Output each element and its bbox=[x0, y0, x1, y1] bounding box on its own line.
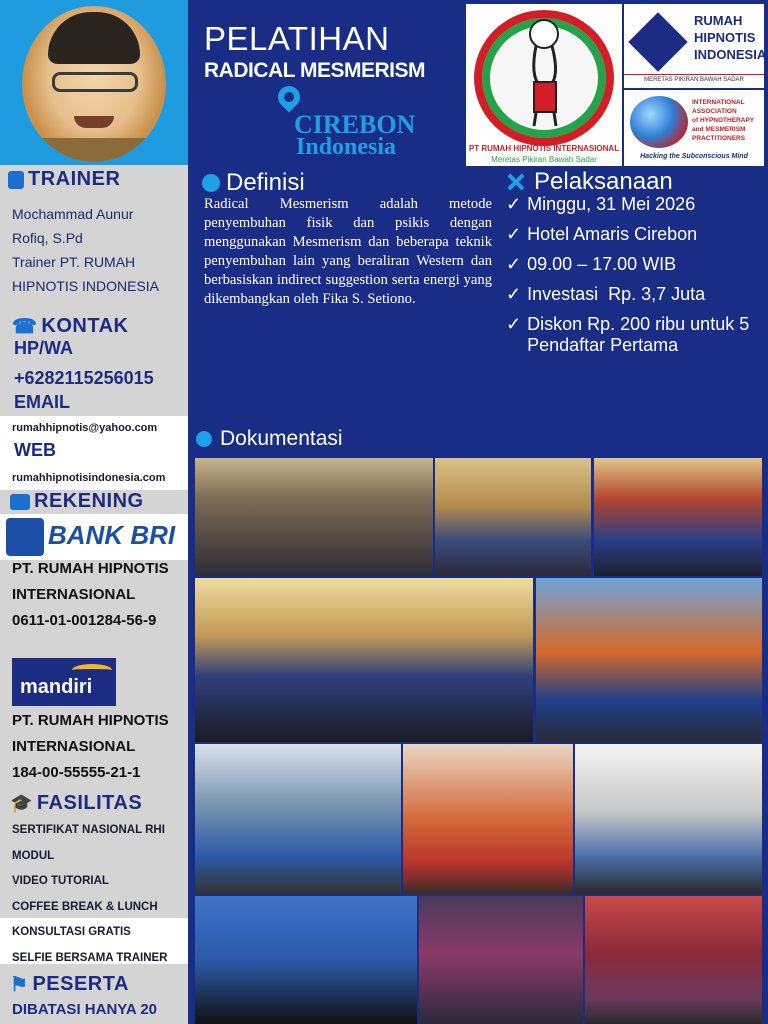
bri-logo-text: BANK BRI bbox=[48, 520, 176, 550]
pelaksanaan-item: ✓ 09.00 – 17.00 WIB bbox=[506, 254, 677, 274]
user-icon bbox=[8, 171, 24, 189]
mandiri-holder-line2: INTERNASIONAL bbox=[12, 738, 136, 755]
documentation-photo-demonstration bbox=[575, 744, 762, 894]
rekening-heading: REKENING bbox=[10, 490, 144, 513]
trainer-photo-panel bbox=[0, 0, 188, 165]
check-icon: ✓ bbox=[506, 194, 522, 214]
check-icon: ✓ bbox=[506, 314, 522, 334]
logo-tagline: Meretas Pikiran Bawah Sadar bbox=[491, 155, 597, 164]
mandiri-holder-line1: PT. RUMAH HIPNOTIS bbox=[12, 712, 169, 729]
documentation-photo-therapy bbox=[419, 896, 583, 1024]
globe-icon bbox=[630, 96, 688, 148]
pelaksanaan-item: ✓ Minggu, 31 Mei 2026 bbox=[506, 194, 696, 214]
check-icon: ✓ bbox=[506, 284, 522, 304]
check-icon: ✓ bbox=[506, 254, 522, 274]
peserta-heading: ⚑ PESERTA bbox=[10, 973, 129, 996]
trainer-avatar bbox=[22, 6, 166, 162]
sidebar bbox=[0, 0, 188, 1024]
rhi-international-logo bbox=[466, 4, 622, 166]
email-address[interactable]: rumahhipnotis@yahoo.com bbox=[12, 422, 158, 434]
definisi-heading: Definisi bbox=[202, 169, 305, 197]
documentation-photo-practice bbox=[403, 744, 573, 894]
trainer-role-line2: HIPNOTIS INDONESIA bbox=[12, 278, 160, 294]
dokumentasi-heading: Dokumentasi bbox=[196, 427, 343, 451]
pelaksanaan-item: ✓ Investasi Rp. 3,7 Juta bbox=[506, 284, 706, 304]
trainer-name-line1: Mochammad Aunur bbox=[12, 206, 134, 222]
country-name: Indonesia bbox=[296, 134, 397, 160]
documentation-photo-certificates bbox=[536, 578, 762, 742]
fasilitas-item: COFFEE BREAK & LUNCH bbox=[12, 900, 158, 913]
bri-logo-panel bbox=[0, 514, 188, 560]
location-pin-icon bbox=[273, 81, 304, 112]
check-icon: ✓ bbox=[506, 224, 522, 244]
web-address[interactable]: rumahhipnotisindonesia.com bbox=[12, 472, 166, 484]
kontak-heading: ☎ KONTAK bbox=[12, 315, 129, 338]
mandiri-account-number[interactable]: 184-00-55555-21-1 bbox=[12, 764, 141, 781]
bri-holder-line2: INTERNASIONAL bbox=[12, 586, 136, 603]
pelaksanaan-list bbox=[506, 194, 756, 365]
documentation-photo-presentation bbox=[195, 744, 401, 894]
hexagon-emblem-icon bbox=[628, 12, 687, 71]
documentation-photo-session bbox=[435, 458, 591, 576]
rhi-indonesia-logo bbox=[624, 4, 767, 88]
trainer-details bbox=[12, 202, 159, 298]
trainer-name-line2: Rofiq, S.Pd bbox=[12, 230, 83, 246]
email-label: EMAIL bbox=[14, 392, 70, 412]
fasilitas-item: KONSULTASI GRATIS bbox=[12, 926, 131, 939]
flag-icon: ⚑ bbox=[10, 974, 29, 996]
peserta-limit: DIBATASI HANYA 20 bbox=[12, 1001, 158, 1018]
documentation-photo-floor-session bbox=[195, 896, 417, 1024]
iahmp-wordmark: INTERNATIONAL ASSOCIATION of HYPNOTHERAPY and MESMERISM PRACTITIONERS bbox=[692, 99, 755, 142]
trainer-heading: TRAINER bbox=[8, 168, 120, 191]
iahmp-tagline: Hacking the Subconscious Mind bbox=[640, 153, 748, 160]
pelaksanaan-heading: Pelaksanaan bbox=[506, 168, 673, 196]
title-line2: RADICAL MESMERISM bbox=[204, 59, 425, 82]
phone-number[interactable]: +6282115256015 bbox=[14, 368, 154, 388]
tools-icon bbox=[506, 172, 526, 192]
gear-icon bbox=[202, 174, 220, 192]
trainer-role-line1: Trainer PT. RUMAH bbox=[12, 254, 136, 270]
documentation-photo-relaxation bbox=[585, 896, 762, 1024]
mandiri-logo bbox=[12, 658, 116, 706]
bri-holder-line1: PT. RUMAH HIPNOTIS bbox=[12, 560, 169, 577]
ganesha-icon bbox=[516, 16, 572, 136]
fasilitas-item: MODUL bbox=[12, 849, 55, 862]
mandiri-logo-text: mandiri bbox=[20, 676, 93, 698]
fasilitas-item: SELFIE BERSAMA TRAINER bbox=[12, 951, 168, 964]
fasilitas-heading: 🎓 FASILITAS bbox=[10, 792, 143, 814]
web-label: WEB bbox=[14, 440, 56, 460]
logo-company-name: PT RUMAH HIPNOTIS INTERNASIONAL bbox=[468, 144, 620, 153]
rhi-indonesia-tagline: MERETAS PIKIRAN BAWAH SADAR bbox=[624, 74, 764, 83]
phone-icon: ☎ bbox=[12, 316, 38, 338]
bri-account-number[interactable]: 0611-01-001284-56-9 bbox=[12, 612, 157, 629]
iahmp-logo bbox=[624, 90, 764, 166]
fasilitas-item: SERTIFIKAT NASIONAL RHI bbox=[12, 824, 165, 836]
documentation-photo-training-hall bbox=[195, 578, 533, 742]
documentation-photo-classroom bbox=[594, 458, 762, 576]
pelaksanaan-item: ✓ Diskon Rp. 200 ribu untuk 5 Pendaftar Pertama bbox=[506, 314, 750, 355]
city-name: CIREBON bbox=[294, 110, 416, 139]
fasilitas-list bbox=[12, 818, 167, 972]
gear-icon bbox=[196, 431, 212, 447]
documentation-photo-group bbox=[195, 458, 433, 576]
mandiri-wave-icon bbox=[72, 664, 112, 676]
bri-emblem-icon bbox=[6, 518, 44, 556]
title-line1: PELATIHAN bbox=[204, 20, 390, 57]
definisi-body: Radical Mesmerism adalah metode penyembuhan fisik dan psikis dengan menggunakan Mesmerism dan beberapa teknik penyembuhan lain yang beraliran Western dan berbasiskan indirect suggestion serta energi yang dikembangkan oleh Fika S. Setiono. bbox=[204, 196, 492, 307]
pelaksanaan-item: ✓ Hotel Amaris Cirebon bbox=[506, 224, 698, 244]
bri-account-holder bbox=[12, 556, 169, 634]
graduation-cap-icon: 🎓 bbox=[10, 793, 33, 813]
briefcase-icon bbox=[10, 494, 30, 510]
hp-label: HP/WA bbox=[14, 338, 74, 358]
mandiri-account-holder bbox=[12, 708, 169, 786]
rhi-indonesia-wordmark: RUMAH HIPNOTIS INDONESIA bbox=[694, 13, 767, 62]
fasilitas-item: VIDEO TUTORIAL bbox=[12, 875, 109, 888]
